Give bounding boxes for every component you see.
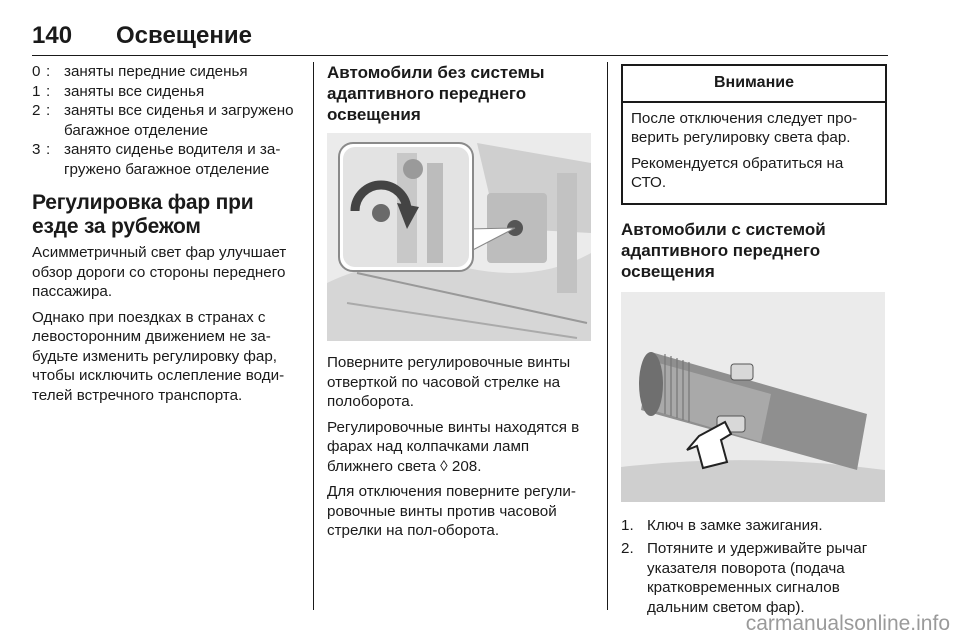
column-divider-1 [313,62,314,610]
abroad-paragraph-2: Однако при поездках в странах с левосторонним движением не забудьте изменить регулировку фар, чтобы исключить ослепление водителей встречного транспорта. [32,308,285,404]
list-item: 3 : занято сиденье водителя и загружено багажное отделение [32,141,281,178]
section-heading-with-afl: Автомобили с системой адаптивного переднего освещения [621,219,826,281]
list-item: 1 : заняты все сиденья [32,82,205,100]
column-left [32,62,302,411]
column-divider-2 [607,62,608,610]
list-item: 2. Потяните и удерживайте рычаг указателя поворота (подача кратковременных сигналов дальним светом фар). [621,540,868,616]
watermark: carmanualsonline.info [745,612,950,635]
page-title: Освещение [116,22,252,49]
afl-steps [621,516,887,618]
page-ref-arrow-icon: ◊ [440,457,448,475]
page-header [32,18,892,56]
occupancy-list [32,62,302,179]
warning-body [623,103,885,203]
list-item: 2 : заняты все сиденья и загружено багажное отделение [32,102,294,139]
warning-paragraph-2: Рекомендуется обратиться на СТО. [631,154,844,191]
abroad-paragraph-1: Асимметричный свет фар улучшает обзор дороги со стороны переднего пассажира. [32,244,287,300]
list-item: 1. Ключ в замке зажигания. [621,516,823,534]
turn-signal-lever-figure [621,292,885,502]
section-heading-no-afl: Автомобили без системы адаптивного переднего освещения [327,63,545,124]
warning-paragraph-1: После отключения следует проверить регулировку света фар. [631,109,858,146]
page-number: 140 [32,22,73,49]
list-item: 0 : заняты передние сиденья [32,63,248,80]
headlight-screw-figure [327,133,591,341]
no-afl-paragraph-2: Регулировочные винты находятся в фарах над колпачками ламп ближнего света ◊ 208. [327,418,580,475]
page-reference[interactable]: 208. [451,457,482,475]
no-afl-paragraph-3: Для отключения поверните регулировочные винты против часовой стрелки на пол-оборота. [327,483,576,539]
headlight-adjuster-illustration [327,133,591,341]
warning-title: Внимание [623,66,885,103]
column-right [621,62,887,621]
section-heading-abroad: Регулировка фар при езде за рубежом [32,191,254,238]
turn-signal-lever-illustration [621,292,885,502]
no-afl-paragraph-1: Поверните регулировочные винты отверткой по часовой стрелке на полоборота. [327,354,571,410]
header-rule [32,55,888,56]
column-middle [327,62,595,547]
warning-box [621,64,887,205]
